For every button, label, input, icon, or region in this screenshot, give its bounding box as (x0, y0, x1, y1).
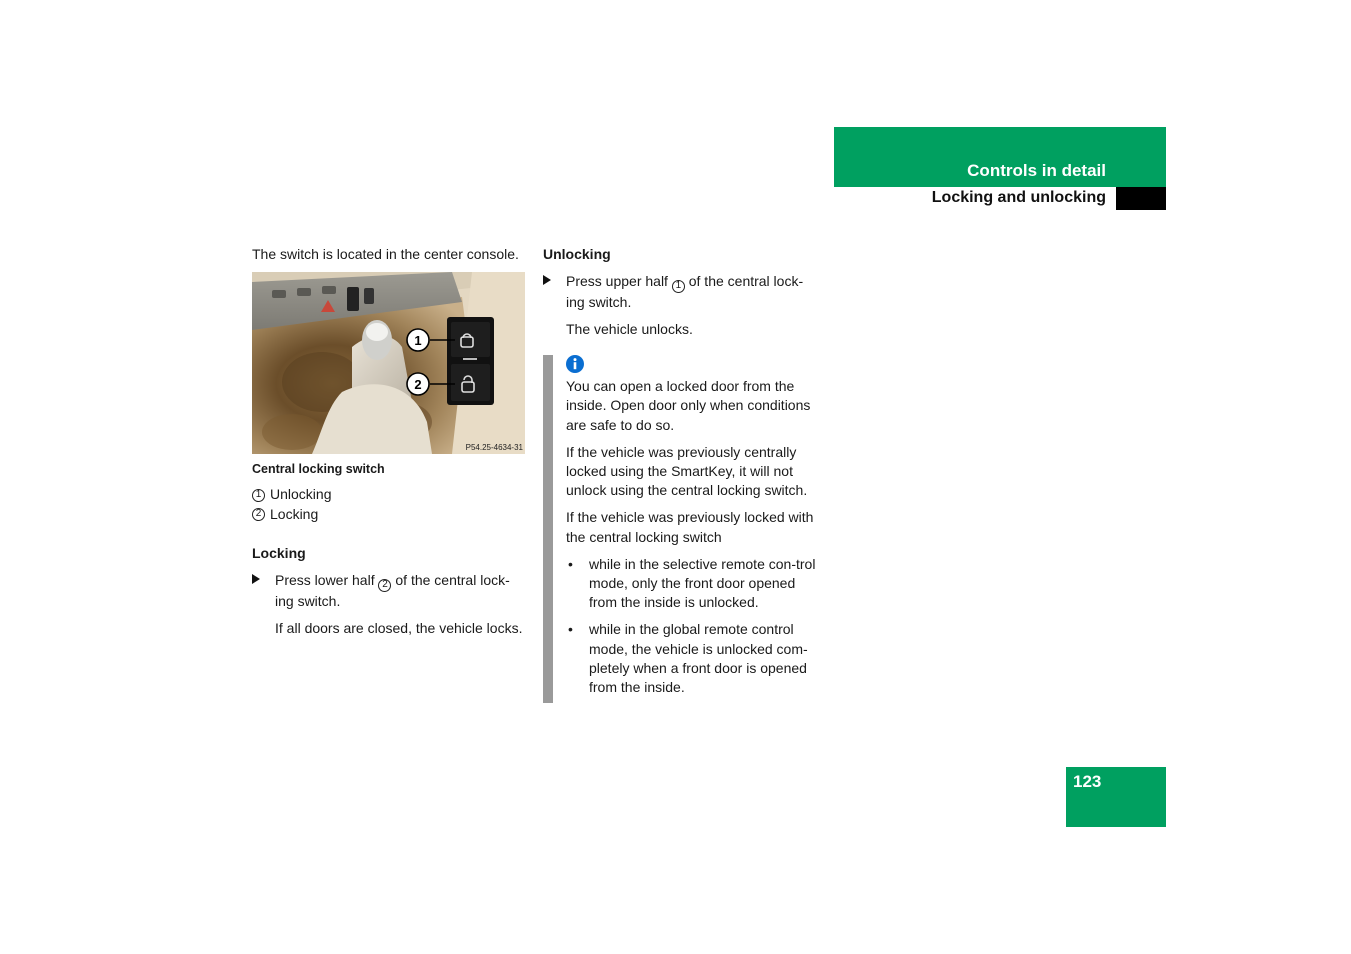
central-locking-switch-photo (252, 272, 525, 454)
bullet-text: while in the selective remote con-trol mode, only the front door opened from the inside is unlocked. (589, 555, 816, 611)
page-number-box (1066, 767, 1166, 827)
section-tab-marker (1116, 187, 1166, 210)
locking-heading: Locking (252, 544, 306, 561)
locking-result: If all doors are closed, the vehicle locks. (275, 619, 523, 636)
unlocking-step (543, 272, 821, 312)
intro-text: The switch is located in the center console. (252, 246, 519, 262)
info-paragraph: You can open a locked door from the inside. Open door only when conditions are safe to do so. (566, 378, 811, 433)
legend (252, 485, 527, 523)
section-title: Controls in detail (967, 161, 1106, 180)
locking-step (252, 571, 527, 611)
section-header-bar (834, 127, 1166, 187)
callout-2-label: 2 (414, 377, 422, 393)
page-number: 123 (1073, 772, 1102, 791)
step-arrow-icon (252, 574, 260, 584)
bullet-text: while in the global remote control mode, the vehicle is unlocked com-pletely when a front door is opened from the inside. (589, 621, 808, 695)
step-arrow-icon (543, 275, 551, 285)
subsection-title: Locking and unlocking (931, 189, 1106, 206)
legend-item (252, 505, 527, 524)
step-text: Press lower half (275, 572, 375, 589)
unlocking-heading: Unlocking (543, 246, 611, 262)
info-bullet (566, 555, 821, 613)
legend-number: 1 (252, 489, 265, 502)
step-ref-number: 1 (672, 280, 685, 293)
info-paragraph: If the vehicle was previously centrally locked using the SmartKey, it will not unlock using the central locking switch. (566, 443, 808, 499)
legend-label: Locking (270, 505, 319, 522)
bullet-dot: • (568, 555, 573, 572)
unlocking-result: The vehicle unlocks. (566, 320, 693, 337)
step-text: Press upper half (566, 273, 668, 290)
legend-item (252, 485, 527, 504)
callout-1-label: 1 (414, 333, 422, 349)
info-box (543, 355, 821, 697)
bullet-dot: • (568, 621, 573, 638)
left-column (252, 245, 527, 646)
info-paragraph: If the vehicle was previously locked with the central locking switch (566, 509, 814, 545)
right-column (543, 245, 821, 697)
info-icon (566, 355, 584, 373)
step-text: of the central lock-ing switch. (566, 273, 804, 310)
info-bullet (566, 620, 821, 697)
image-caption: Central locking switch (252, 462, 385, 477)
info-sidebar (543, 355, 553, 703)
legend-label: Unlocking (270, 486, 332, 503)
image-reference: P54.25-4634-31 (465, 443, 523, 453)
step-ref-number: 2 (378, 579, 391, 592)
step-text: of the central lock-ing switch. (275, 572, 510, 609)
legend-number: 2 (252, 508, 265, 521)
